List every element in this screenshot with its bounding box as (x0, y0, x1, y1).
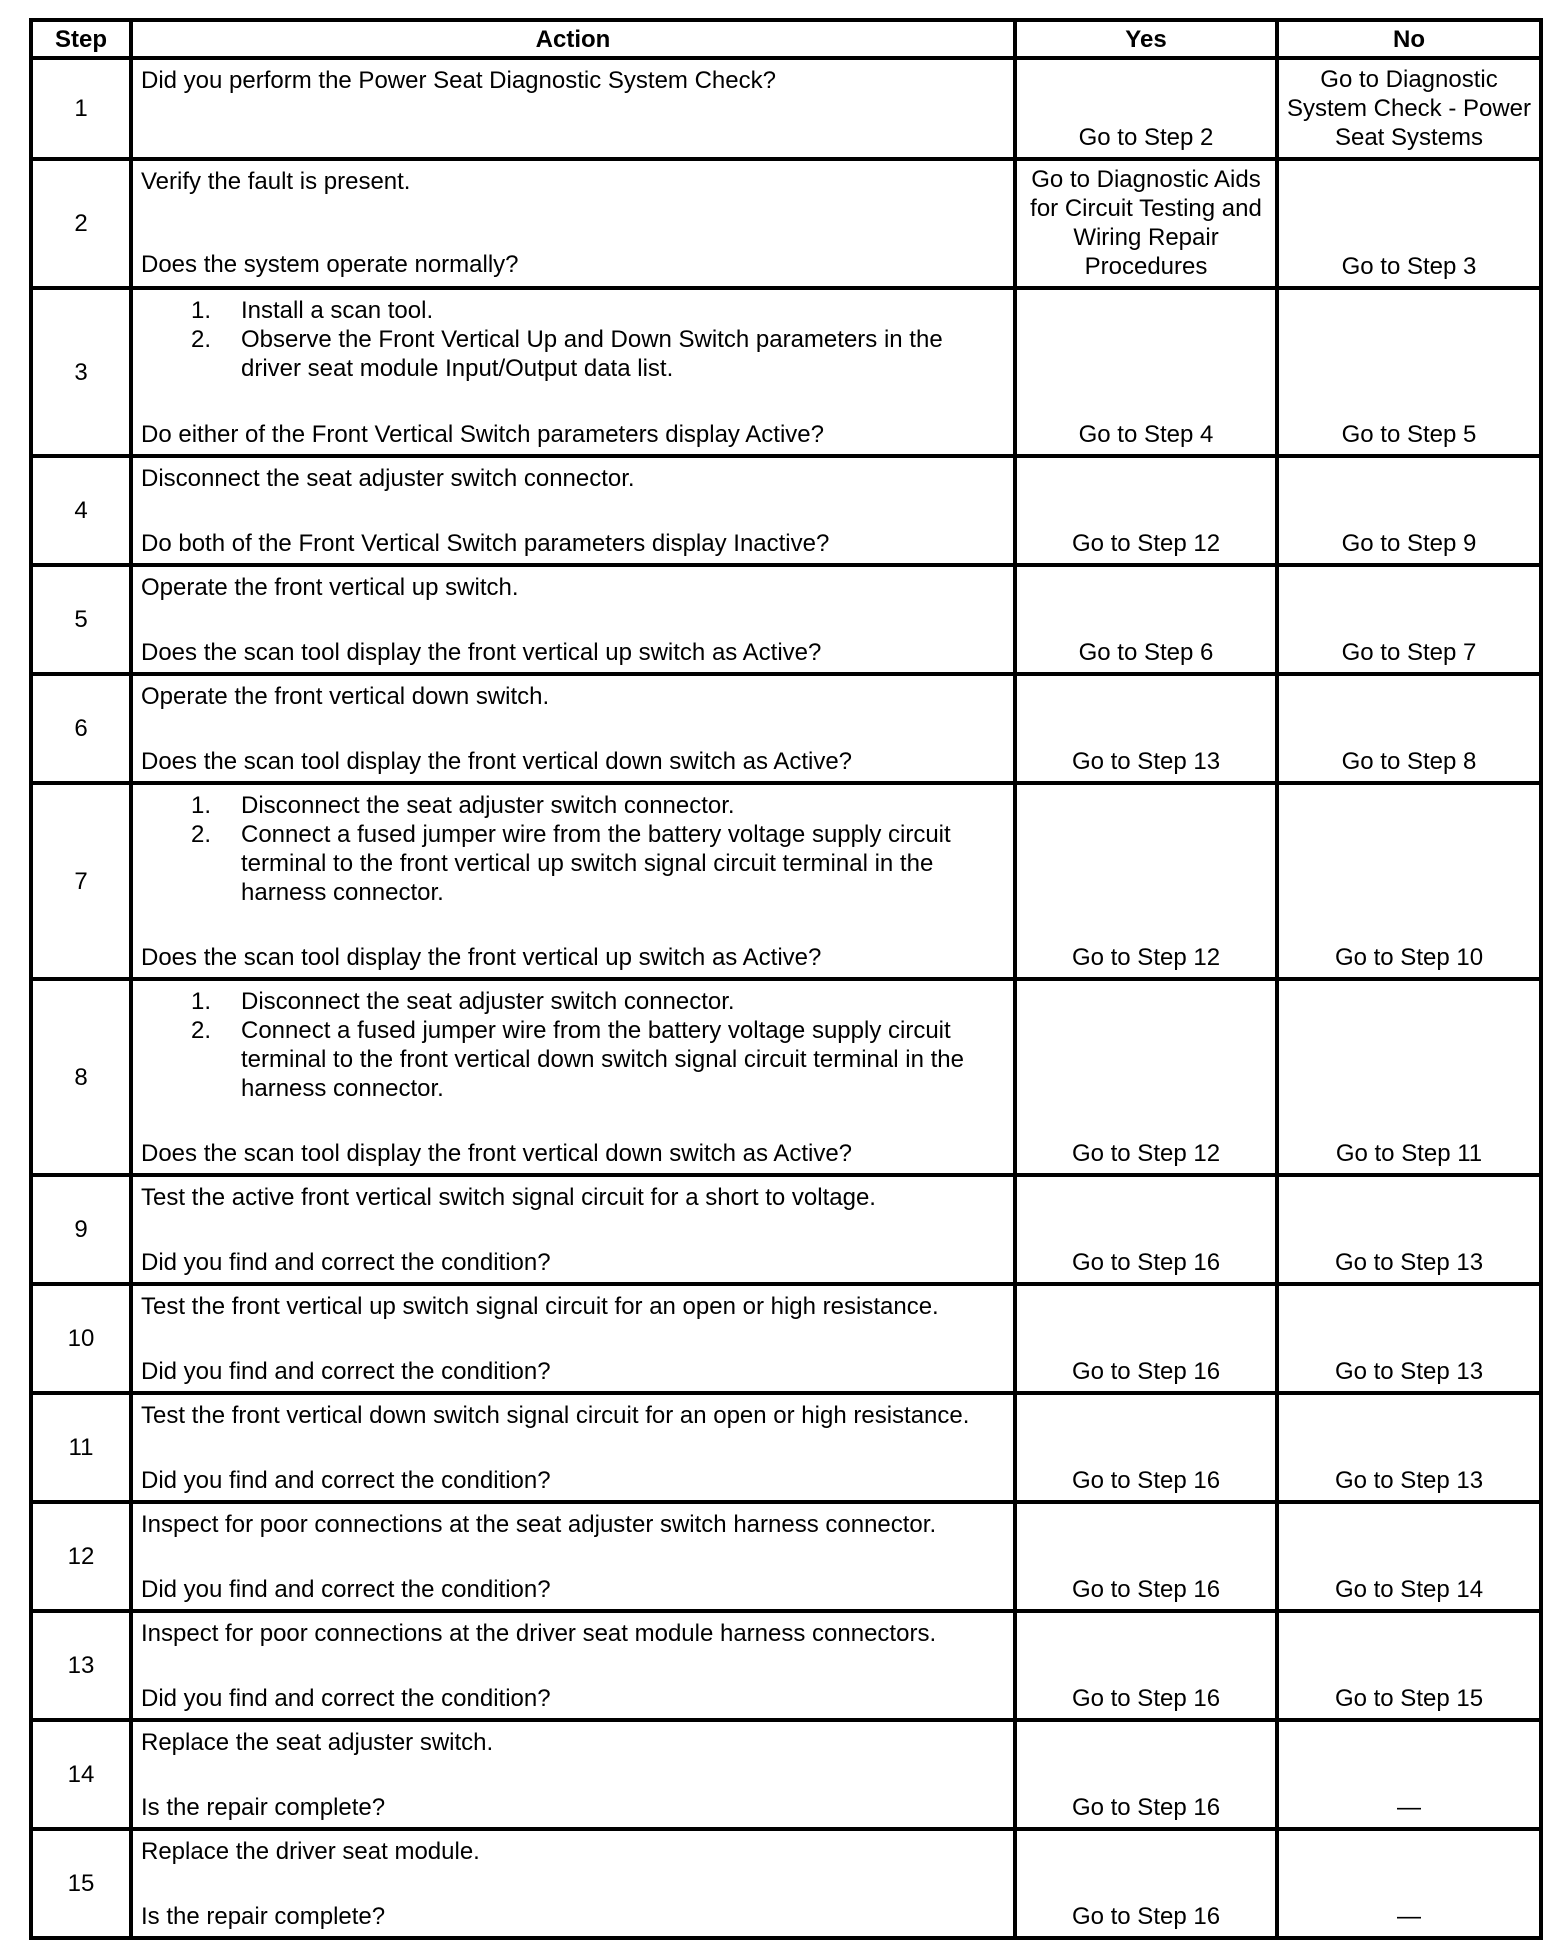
no-result (1277, 159, 1541, 288)
step-number: 9 (31, 1175, 131, 1284)
instruction-text: Operate the front vertical down switch. (141, 683, 550, 710)
instruction-text: Disconnect the seat adjuster switch connector. (241, 988, 735, 1015)
action-cell (131, 565, 1015, 674)
question-text: Does the scan tool display the front vertical down switch as Active? (141, 1140, 853, 1167)
no-result (1277, 456, 1541, 565)
question-text: Is the repair complete? (141, 1903, 386, 1930)
question-text: Did you find and correct the condition? (141, 1358, 551, 1385)
no-result-text: Go to Step 11 (1335, 1140, 1483, 1167)
instruction-number: 1. (191, 988, 212, 1015)
question-text: Did you find and correct the condition? (141, 1685, 551, 1712)
table-row (31, 456, 1541, 565)
yes-result (1015, 1502, 1277, 1611)
instruction-item (141, 1016, 1005, 1103)
yes-result-text: Go to Step 16 (1071, 1467, 1221, 1494)
action-cell (131, 1284, 1015, 1393)
instruction-text: Observe the Front Vertical Up and Down Switch parameters in the driver seat module Input/Output data list. (241, 326, 943, 382)
no-result-text: Go to Step 14 (1334, 1576, 1484, 1603)
header-no: No (1277, 20, 1541, 58)
no-result-text: Go to Step 9 (1341, 530, 1477, 557)
header-step: Step (31, 20, 131, 58)
step-number: 3 (31, 288, 131, 456)
question-text: Do both of the Front Vertical Switch parameters display Inactive? (141, 530, 830, 557)
no-result-text: Go to Step 10 (1334, 944, 1484, 971)
table-row (31, 288, 1541, 456)
instruction-text: Test the front vertical up switch signal circuit for an open or high resistance. (141, 1293, 939, 1320)
no-result (1277, 783, 1541, 979)
no-result (1277, 1175, 1541, 1284)
question-text: Did you find and correct the condition? (141, 1467, 551, 1494)
yes-result (1015, 1611, 1277, 1720)
no-result (1277, 1720, 1541, 1829)
yes-result (1015, 979, 1277, 1175)
yes-result (1015, 1284, 1277, 1393)
action-cell (131, 288, 1015, 456)
no-result-text: Go to Step 13 (1334, 1467, 1484, 1494)
no-result-text: Go to Step 8 (1341, 748, 1477, 775)
header-action: Action (131, 20, 1015, 58)
no-result (1277, 288, 1541, 456)
action-cell (131, 456, 1015, 565)
no-result (1277, 1611, 1541, 1720)
instruction-number: 1. (191, 792, 212, 819)
step-number: 10 (31, 1284, 131, 1393)
no-result-text: Go to Step 13 (1334, 1249, 1484, 1276)
action-cell (131, 674, 1015, 783)
question-text: Is the repair complete? (141, 1794, 386, 1821)
table-row (31, 979, 1541, 1175)
no-result (1277, 565, 1541, 674)
instruction-number: 2. (191, 821, 212, 848)
instruction-item (141, 987, 1005, 1016)
diagnostic-table (29, 18, 1543, 1940)
header-row (31, 20, 1541, 58)
no-result-text: Go to Step 7 (1341, 639, 1477, 666)
yes-result (1015, 1720, 1277, 1829)
yes-result (1015, 674, 1277, 783)
action-cell (131, 1175, 1015, 1284)
instruction-text: Disconnect the seat adjuster switch connector. (241, 792, 735, 819)
no-result-text: Go to Step 3 (1341, 253, 1477, 280)
yes-result-text: Go to Diagnostic Aids for Circuit Testing and Wiring Repair Procedures (1030, 166, 1262, 280)
yes-result-text: Go to Step 16 (1071, 1576, 1221, 1603)
yes-result (1015, 783, 1277, 979)
table-row (31, 674, 1541, 783)
no-result-text: — (1397, 1903, 1421, 1930)
yes-result-text: Go to Step 2 (1078, 124, 1214, 151)
instruction-text: Replace the seat adjuster switch. (141, 1729, 494, 1756)
table-row (31, 58, 1541, 159)
action-cell (131, 1611, 1015, 1720)
instruction-text: Test the active front vertical switch signal circuit for a short to voltage. (141, 1184, 876, 1211)
question-text: Does the scan tool display the front vertical up switch as Active? (141, 639, 822, 666)
action-cell (131, 1502, 1015, 1611)
no-result-text: Go to Step 5 (1341, 421, 1477, 448)
action-cell (131, 58, 1015, 159)
yes-result (1015, 1829, 1277, 1938)
yes-result-text: Go to Step 16 (1071, 1358, 1221, 1385)
instruction-item (141, 325, 1005, 383)
yes-result-text: Go to Step 4 (1078, 421, 1214, 448)
table-row (31, 1393, 1541, 1502)
yes-result (1015, 1175, 1277, 1284)
instruction-number: 2. (191, 326, 212, 353)
table-row (31, 1502, 1541, 1611)
step-number: 15 (31, 1829, 131, 1938)
table-body (31, 58, 1541, 1938)
yes-result-text: Go to Step 12 (1071, 944, 1221, 971)
instruction-item (141, 296, 1005, 325)
yes-result (1015, 288, 1277, 456)
yes-result-text: Go to Step 16 (1071, 1794, 1221, 1821)
table-row (31, 783, 1541, 979)
instruction-list (141, 791, 1005, 907)
yes-result (1015, 58, 1277, 159)
instruction-list (141, 296, 1005, 383)
instruction-item (141, 820, 1005, 907)
yes-result-text: Go to Step 12 (1071, 1140, 1221, 1167)
table-row (31, 1175, 1541, 1284)
yes-result-text: Go to Step 12 (1071, 530, 1221, 557)
question-text: Does the system operate normally? (141, 251, 519, 278)
step-number: 11 (31, 1393, 131, 1502)
table-row (31, 1720, 1541, 1829)
action-cell (131, 1720, 1015, 1829)
table-row (31, 1284, 1541, 1393)
no-result-text: Go to Diagnostic System Check - Power Seat Systems (1286, 66, 1532, 151)
header-yes: Yes (1015, 20, 1277, 58)
instruction-text: Connect a fused jumper wire from the battery voltage supply circuit terminal to the front vertical up switch signal circuit terminal in the harness connector. (241, 821, 951, 906)
instruction-number: 2. (191, 1017, 212, 1044)
yes-result-text: Go to Step 16 (1071, 1249, 1221, 1276)
instruction-text: Inspect for poor connections at the driver seat module harness connectors. (141, 1620, 937, 1647)
instruction-text: Inspect for poor connections at the seat adjuster switch harness connector. (141, 1511, 937, 1538)
no-result (1277, 1502, 1541, 1611)
table-row (31, 159, 1541, 288)
question-text: Does the scan tool display the front vertical down switch as Active? (141, 748, 853, 775)
no-result (1277, 1829, 1541, 1938)
yes-result (1015, 565, 1277, 674)
action-cell (131, 979, 1015, 1175)
instruction-text: Connect a fused jumper wire from the battery voltage supply circuit terminal to the front vertical down switch signal circuit terminal in the harness connector. (241, 1017, 964, 1102)
instruction-text: Disconnect the seat adjuster switch connector. (141, 465, 635, 492)
yes-result (1015, 456, 1277, 565)
step-number: 6 (31, 674, 131, 783)
no-result (1277, 1393, 1541, 1502)
step-number: 14 (31, 1720, 131, 1829)
action-cell (131, 1829, 1015, 1938)
question-text: Do either of the Front Vertical Switch parameters display Active? (141, 421, 824, 448)
no-result (1277, 58, 1541, 159)
no-result-text: Go to Step 13 (1334, 1358, 1484, 1385)
yes-result-text: Go to Step 16 (1071, 1903, 1221, 1930)
instruction-text: Did you perform the Power Seat Diagnostic System Check? (141, 67, 776, 94)
step-number: 4 (31, 456, 131, 565)
step-number: 1 (31, 58, 131, 159)
action-cell (131, 783, 1015, 979)
instruction-item (141, 791, 1005, 820)
no-result (1277, 674, 1541, 783)
question-text: Did you find and correct the condition? (141, 1249, 551, 1276)
instruction-list (141, 987, 1005, 1103)
no-result (1277, 979, 1541, 1175)
yes-result-text: Go to Step 6 (1078, 639, 1214, 666)
instruction-number: 1. (191, 297, 212, 324)
instruction-text: Verify the fault is present. (141, 168, 411, 195)
table-row (31, 1611, 1541, 1720)
step-number: 8 (31, 979, 131, 1175)
step-number: 2 (31, 159, 131, 288)
step-number: 12 (31, 1502, 131, 1611)
action-cell (131, 159, 1015, 288)
step-number: 13 (31, 1611, 131, 1720)
yes-result (1015, 1393, 1277, 1502)
action-cell (131, 1393, 1015, 1502)
question-text: Did you find and correct the condition? (141, 1576, 551, 1603)
instruction-text: Test the front vertical down switch signal circuit for an open or high resistance. (141, 1402, 970, 1429)
yes-result-text: Go to Step 13 (1071, 748, 1221, 775)
no-result-text: — (1397, 1794, 1421, 1821)
yes-result (1015, 159, 1277, 288)
step-number: 5 (31, 565, 131, 674)
table-row (31, 1829, 1541, 1938)
instruction-text: Replace the driver seat module. (141, 1838, 480, 1865)
yes-result-text: Go to Step 16 (1071, 1685, 1221, 1712)
instruction-text: Install a scan tool. (241, 297, 434, 324)
step-number: 7 (31, 783, 131, 979)
no-result-text: Go to Step 15 (1334, 1685, 1484, 1712)
no-result (1277, 1284, 1541, 1393)
question-text: Does the scan tool display the front vertical up switch as Active? (141, 944, 822, 971)
instruction-text: Operate the front vertical up switch. (141, 574, 519, 601)
table-row (31, 565, 1541, 674)
